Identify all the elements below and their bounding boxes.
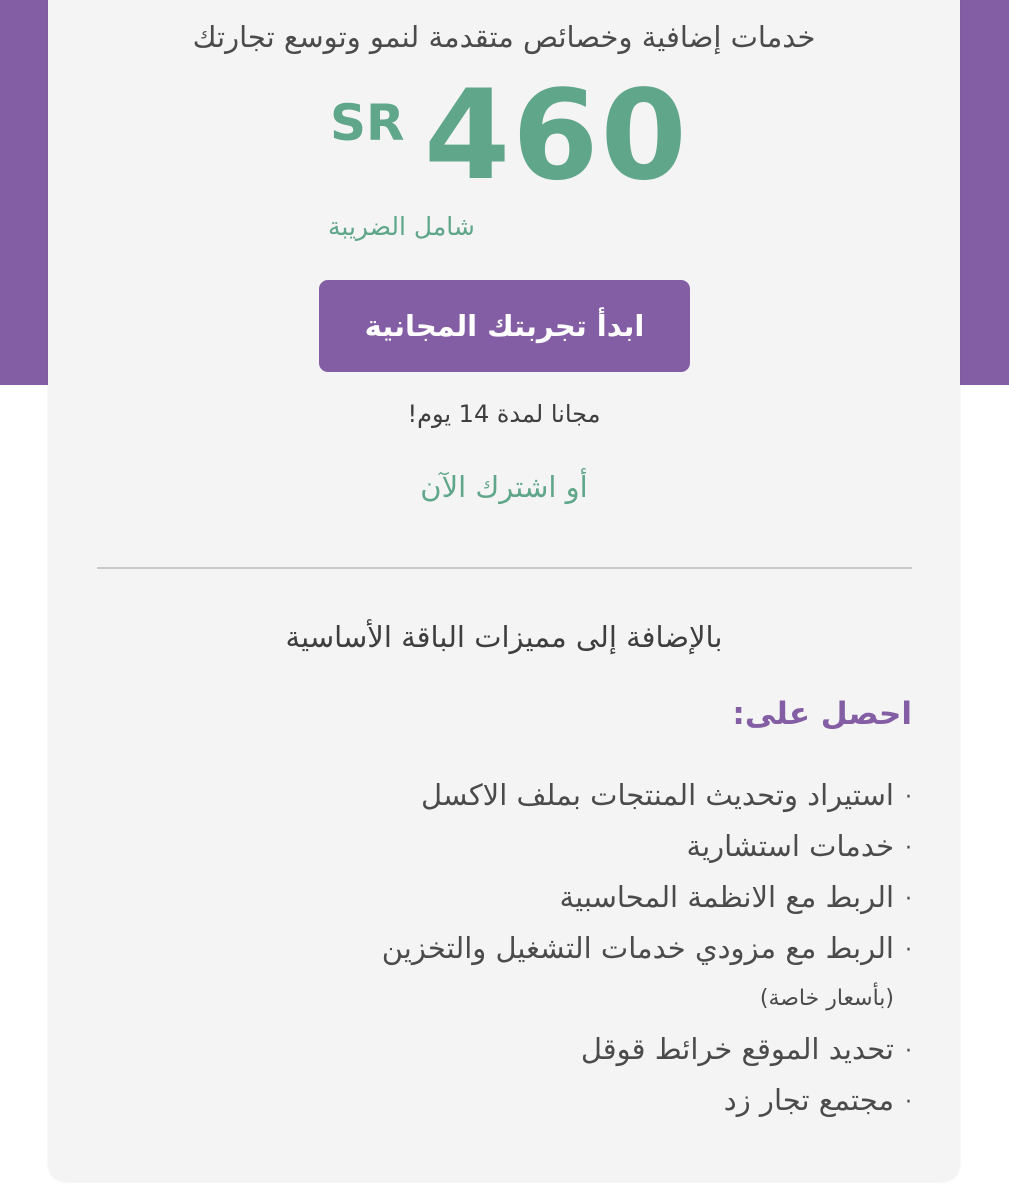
start-free-trial-button[interactable]: ابدأ تجربتك المجانية [319,280,690,372]
feature-item [152,923,912,974]
feature-label: تحديد الموقع خرائط قوقل [580,1032,894,1066]
feature-item-note [152,974,912,1024]
feature-item [152,770,912,821]
subscribe-now-link[interactable]: أو اشترك الآن [420,470,588,504]
bullet-icon: · [905,937,912,963]
basic-plan-features-note: بالإضافة إلى مميزات الباقة الأساسية [285,620,723,654]
feature-label: الربط مع الانظمة المحاسبية [559,880,894,914]
pricing-card [48,0,960,1181]
feature-item [152,1075,912,1126]
features-heading: احصل على: [732,696,912,732]
free-trial-duration-note: مجانا لمدة 14 يوم! [407,400,601,428]
bullet-icon: · [905,835,912,861]
price-amount: 460 [424,64,689,208]
feature-label: استيراد وتحديث المنتجات بملف الاكسل [421,778,894,812]
feature-note-label: (بأسعار خاصة) [759,986,894,1011]
features-list [152,770,912,1126]
feature-item [152,872,912,923]
feature-item [152,821,912,872]
feature-label: خدمات استشارية [686,829,894,863]
tax-included-note: شامل الضريبة [328,212,475,241]
bullet-icon: · [905,886,912,912]
feature-label: الربط مع مزودي خدمات التشغيل والتخزين [381,931,894,965]
bullet-icon: · [905,1089,912,1115]
feature-label: مجتمع تجار زد [723,1083,894,1117]
section-divider [97,567,912,569]
plan-subtitle: خدمات إضافية وخصائص متقدمة لنمو وتوسع تجارتك [192,20,816,54]
bullet-icon: · [905,1038,912,1064]
price-currency: SR [330,94,405,152]
feature-item [152,1024,912,1075]
bullet-icon: · [905,784,912,810]
